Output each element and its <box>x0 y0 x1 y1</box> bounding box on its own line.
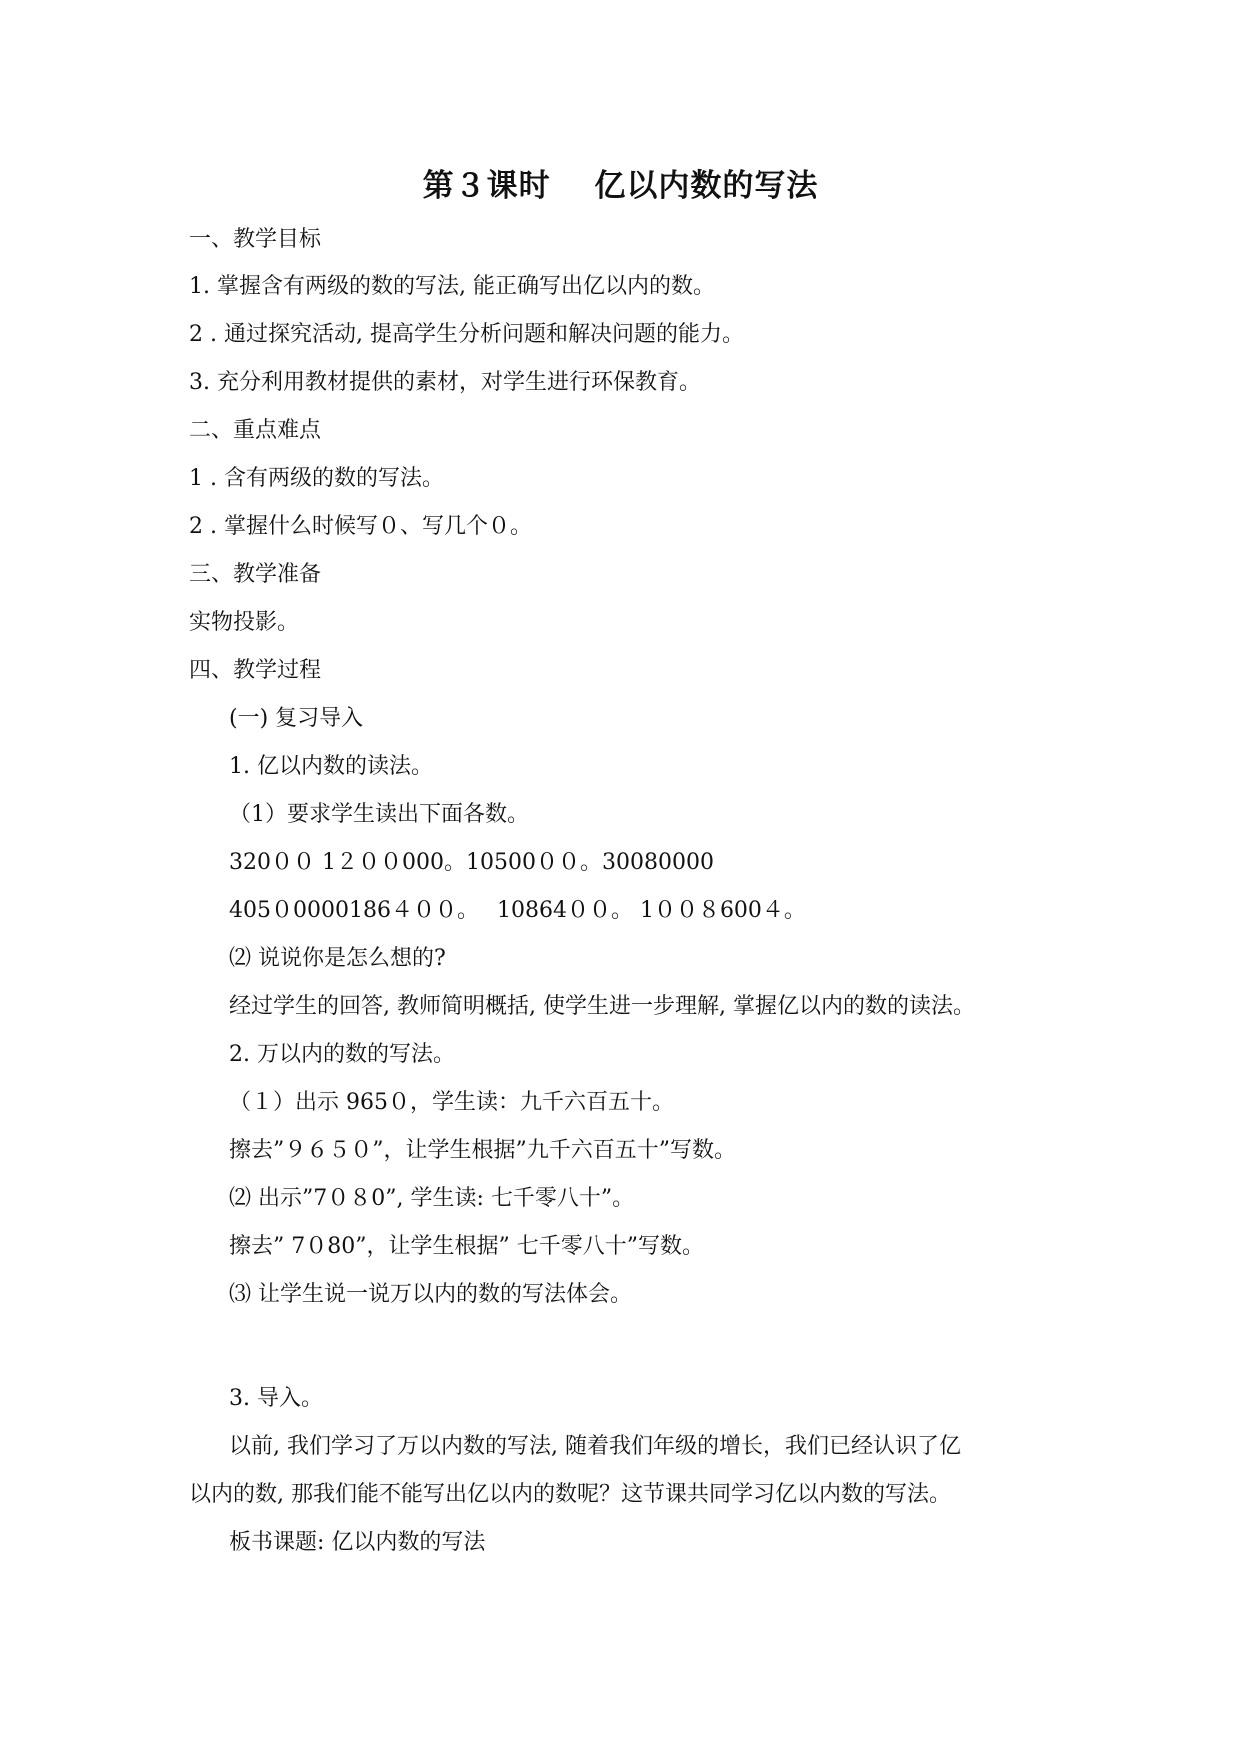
section-heading-goals: 一、教学目标 <box>189 227 322 252</box>
process-line: 3. 导入。 <box>229 1386 323 1411</box>
goal-item: 3. 充分利用教材提供的素材，对学生进行环保教育。 <box>189 370 701 395</box>
process-line: 1. 亿以内数的读法。 <box>229 754 433 779</box>
process-line: 擦去”９６５０”，让学生根据”九千六百五十”写数。 <box>229 1138 736 1163</box>
section-heading-process: 四、教学过程 <box>189 658 322 683</box>
process-line: （1）要求学生读出下面各数。 <box>229 802 529 827</box>
process-line: 405０0000186４００。 10864００。 1００８600４。 <box>229 898 806 923</box>
process-line: 板书课题: 亿以内数的写法 <box>229 1530 486 1555</box>
process-line: 320００ 1２００000。10500００。30080000 <box>229 850 714 875</box>
process-line: ⑵ 出示”7０８0”, 学生读: 七千零八十”。 <box>229 1186 635 1211</box>
section-heading-preparation: 三、教学准备 <box>189 562 322 587</box>
goal-item: 2 . 通过探究活动, 提高学生分析问题和解决问题的能力。 <box>189 322 744 347</box>
process-line: 2. 万以内的数的写法。 <box>229 1042 455 1067</box>
process-line: ⑵ 说说你是怎么想的? <box>229 946 446 971</box>
preparation-text: 实物投影。 <box>189 610 300 635</box>
process-line: （１）出示 965０，学生读：九千六百五十。 <box>229 1090 674 1115</box>
process-line: 经过学生的回答, 教师简明概括, 使学生进一步理解, 掌握亿以内的数的读法。 <box>229 994 975 1019</box>
document-title: 第３课时 亿以内数的写法 <box>422 168 819 204</box>
section-heading-key-points: 二、重点难点 <box>189 418 322 443</box>
process-line: ⑶ 让学生说一说万以内的数的写法体会。 <box>229 1282 632 1307</box>
process-line: 以前, 我们学习了万以内数的写法, 随着我们年级的增长，我们已经认识了亿 <box>229 1434 961 1459</box>
key-point-item: 2 . 掌握什么时候写０、写几个０。 <box>189 514 532 539</box>
goal-item: 1. 掌握含有两级的数的写法, 能正确写出亿以内的数。 <box>189 274 715 299</box>
key-point-item: 1 . 含有两级的数的写法。 <box>189 466 444 491</box>
process-line: 擦去” 7０80”，让学生根据” 七千零八十”写数。 <box>229 1234 704 1259</box>
process-line: (一) 复习导入 <box>229 706 364 731</box>
process-line: 以内的数, 那我们能不能写出亿以内的数呢？这节课共同学习亿以内数的写法。 <box>189 1482 951 1507</box>
